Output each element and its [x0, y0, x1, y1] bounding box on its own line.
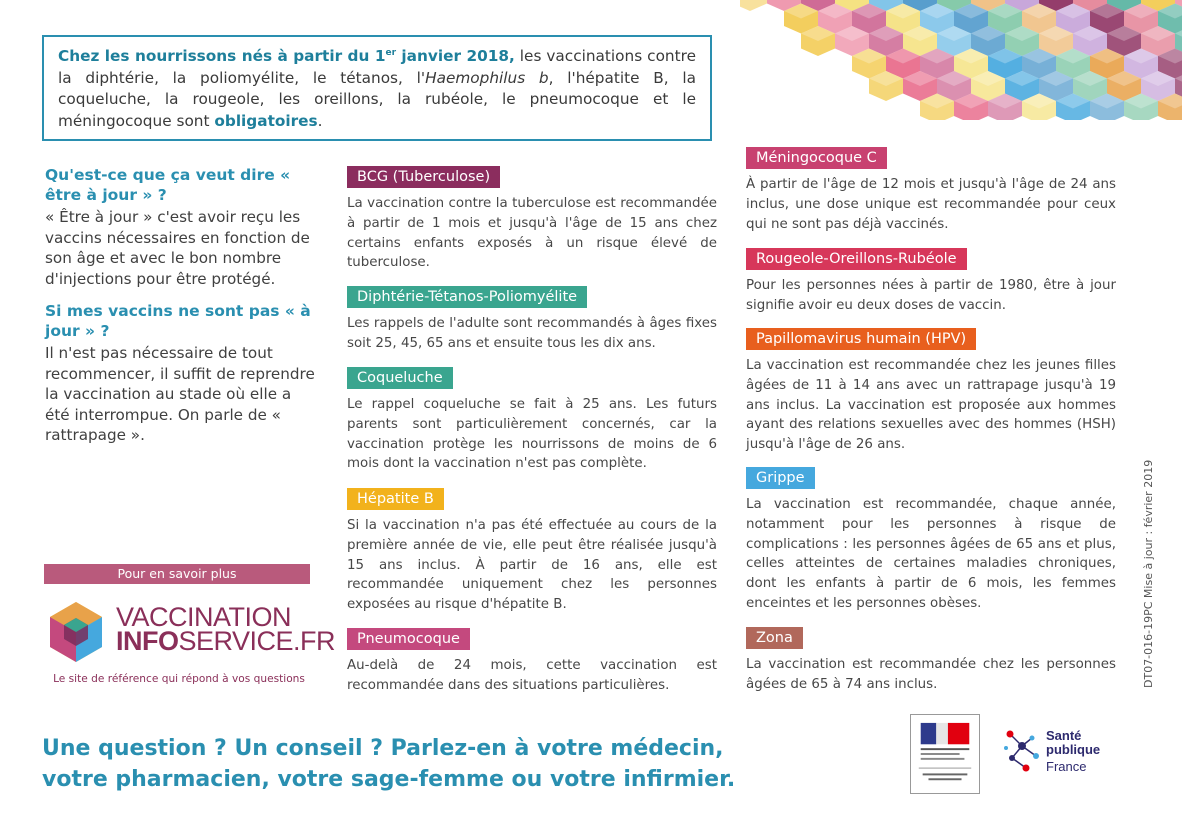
- intro-box: Chez les nourrissons nés à partir du 1er janvier 2018, les vaccinations contre la diphtérie, la poliomyélite, le tétanos, l'Haemophilus b, l'hépatite B, la coqueluche, la rougeole, les oreillons, la rubéole, le pneumocoque et le méningocoque sont obligatoires.: [42, 35, 712, 141]
- spf-line-1: Santé: [1046, 728, 1082, 743]
- vis-logo-line-1[interactable]: VACCINATION: [116, 602, 292, 632]
- intro-text-2: , l'hépatite B, la coqueluche, la rougeole, les oreillons, la rubéole, le pneumocoque et le méningocoque sont: [58, 68, 696, 130]
- republique-francaise-logo-icon: [910, 714, 980, 794]
- faq-column: [45, 165, 315, 446]
- sante-publique-france-logo-icon: [1002, 724, 1044, 776]
- vaccine-tag: Coqueluche: [347, 367, 453, 389]
- vaccine-section: [347, 628, 717, 696]
- cube-shape: [740, 0, 767, 11]
- vaccine-tag: Grippe: [746, 467, 815, 489]
- vaccine-tag: BCG (Tuberculose): [347, 166, 500, 188]
- vaccine-tag: Diphtérie-Tétanos-Poliomyélite: [347, 286, 587, 308]
- intro-obligatoires: obligatoires: [214, 111, 318, 130]
- vaccine-section: [746, 248, 1116, 316]
- vaccine-tag: Papillomavirus humain (HPV): [746, 328, 976, 350]
- vaccine-section: [347, 166, 717, 273]
- vaccine-tag: Méningocoque C: [746, 147, 887, 169]
- vaccine-section: [347, 367, 717, 474]
- vaccine-section: [746, 328, 1116, 455]
- decorative-cubes-graphic: [740, 0, 1182, 120]
- vaccine-tag: Hépatite B: [347, 488, 444, 510]
- vaccine-description: Au-delà de 24 mois, cette vaccination est recommandée dans des situations particulières.: [347, 658, 717, 693]
- intro-italic: Haemophilus b: [425, 68, 549, 87]
- more-info-banner: Pour en savoir plus: [44, 564, 310, 584]
- vaccine-tag: Pneumocoque: [347, 628, 470, 650]
- intro-bold-start: Chez les nourrissons nés à partir du 1er janvier 2018,: [58, 47, 515, 66]
- faq-answer-2: Il n'est pas nécessaire de tout recommencer, il suffit de reprendre la vaccination au stade où elle a été interrompue. On parle de « rattrapage ».: [45, 344, 315, 444]
- spf-line-3: France: [1046, 759, 1087, 774]
- vaccine-description: Les rappels de l'adulte sont recommandés à âges fixes soit 25, 45, 65 ans et ensuite tous les dix ans.: [347, 316, 717, 351]
- vaccine-section: [746, 467, 1116, 614]
- vis-logo-line-2[interactable]: INFOSERVICE.FR: [116, 626, 336, 656]
- vaccine-tag: Zona: [746, 627, 803, 649]
- faq-answer-1: « Être à jour » c'est avoir reçu les vaccins nécessaires en fonction de son âge et avec le bon nombre d'injections pour être protégé.: [45, 208, 310, 288]
- vaccine-description: La vaccination est recommandée, chaque année, notamment pour les personnes à risque de complications : les personnes âgées de 65 ans et plus, celles atteintes de certaines maladies chroniques, dont les enfants à partir de 6 mois, les femmes enceintes et les personnes obèses.: [746, 497, 1116, 611]
- document-reference: DT07-016-19PC Mise à jour : février 2019: [1142, 459, 1155, 688]
- vaccine-section: [746, 147, 1116, 234]
- vaccination-info-service-logo-icon[interactable]: [44, 600, 108, 664]
- footer-advice: [42, 733, 742, 795]
- vaccine-description: Pour les personnes nées à partir de 1980, être à jour signifie avoir eu deux doses de vaccin.: [746, 278, 1116, 313]
- spf-line-2: publique: [1046, 742, 1101, 757]
- faq-question-2: Si mes vaccins ne sont pas « à jour » ?: [45, 302, 311, 340]
- footer-line-1: Une question ? Un conseil ? Parlez-en à votre médecin,: [42, 736, 724, 761]
- vaccine-description: À partir de l'âge de 12 mois et jusqu'à l'âge de 24 ans inclus, une dose unique est recommandée pour ceux qui ne sont pas déjà vaccinés.: [746, 177, 1116, 232]
- vaccine-section: [746, 627, 1116, 695]
- vaccine-description: Si la vaccination n'a pas été effectuée au cours de la première année de vie, elle peut être réalisée jusqu'à 15 ans inclus. À partir de 16 ans, elle est recommandée uniquement chez les personnes exposées au risque d'hépatite B.: [347, 518, 717, 613]
- footer-line-2: votre pharmacien, votre sage-femme ou votre infirmier.: [42, 767, 736, 792]
- faq-question-1: Qu'est-ce que ça veut dire « être à jour » ?: [45, 166, 291, 204]
- intro-text: les vaccinations contre la diphtérie, la poliomyélite, le tétanos, l': [58, 47, 696, 87]
- vis-tagline: Le site de référence qui répond à vos questions: [53, 673, 305, 685]
- vaccine-tag: Rougeole-Oreillons-Rubéole: [746, 248, 967, 270]
- vaccine-description: La vaccination est recommandée chez les personnes âgées de 65 à 74 ans inclus.: [746, 657, 1116, 692]
- vaccine-description: La vaccination est recommandée chez les jeunes filles âgées de 11 à 14 ans avec un rattrapage jusqu'à 19 ans inclus. La vaccination est proposée aux hommes ayant des relations sexuelles avec des hommes (HSH) jusqu'à l'âge de 26 ans.: [746, 358, 1116, 453]
- vaccine-section: [347, 488, 717, 615]
- vaccine-description: Le rappel coqueluche se fait à 25 ans. Les futurs parents sont particulièrement concernés, car la vaccination protège les nourrissons de moins de 6 mois dont la vaccination n'est pas complète.: [347, 397, 717, 472]
- vaccine-section: [347, 286, 717, 354]
- vaccine-description: La vaccination contre la tuberculose est recommandée à partir de 1 mois et jusqu'à l'âge de 15 ans chez certains enfants exposés à un risque élevé de tuberculose.: [347, 196, 717, 271]
